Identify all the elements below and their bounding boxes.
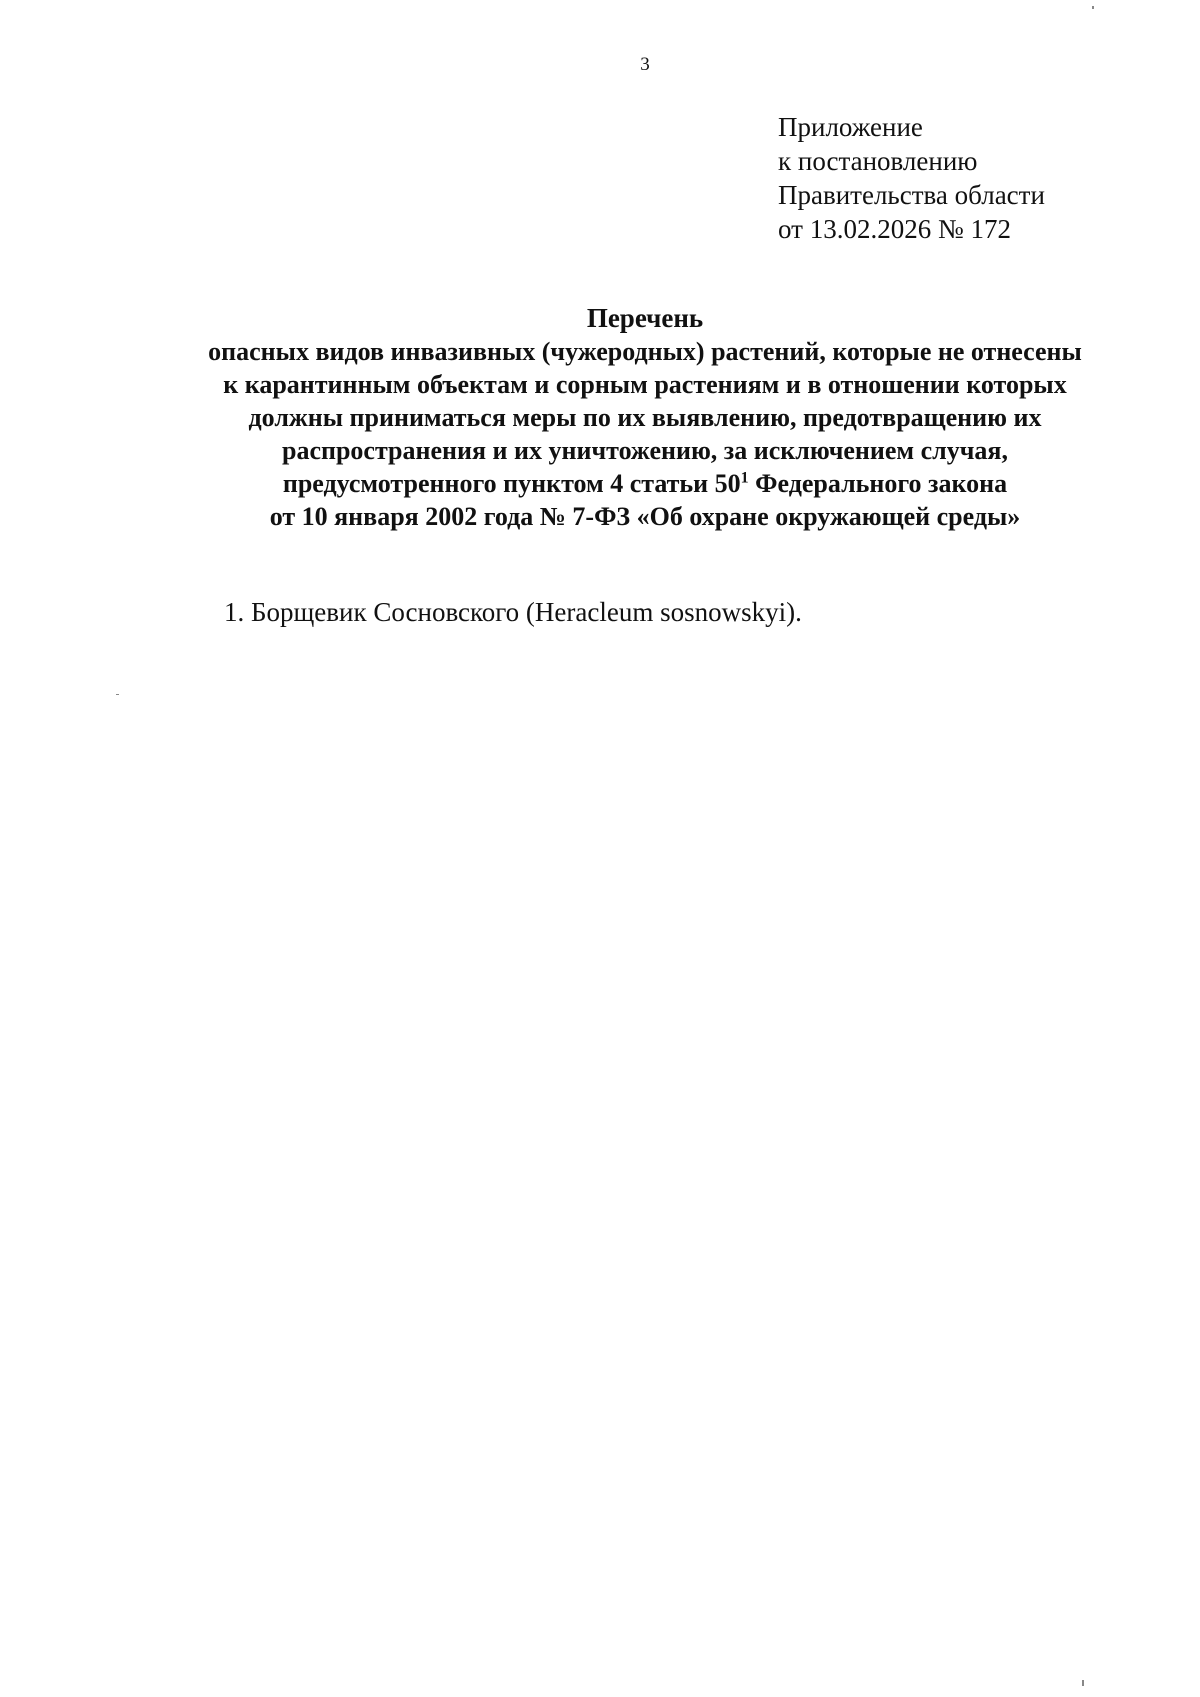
title-line: опасных видов инвазивных (чужеродных) растений, которые не отнесены [208,337,1082,366]
species-list [224,595,802,629]
list-item: 1. Борщевик Сосновского (Heracleum sosnowskyi). [224,597,802,627]
appendix-line: от 13.02.2026 № 172 [778,214,1011,244]
scan-artifact [116,694,119,695]
appendix-line: к постановлению [778,146,978,176]
title-line-text: Федерального закона [748,469,1008,498]
title-line: должны приниматься меры по их выявлению, предотвращению их [248,403,1042,432]
document-title [100,302,1190,533]
appendix-line: Приложение [778,112,923,142]
page-number: 3 [640,54,650,75]
title-line: к карантинным объектам и сорным растениям и в отношении которых [223,370,1067,399]
title-line-text: предусмотренного пунктом 4 статьи 50 [282,469,741,498]
title-line-with-footnote [100,467,1190,500]
scan-artifact [1092,6,1094,9]
appendix-line: Правительства области [778,180,1045,210]
article-superscript: 1 [740,469,749,487]
title-line: от 10 января 2002 года № 7-ФЗ «Об охране окружающей среды» [269,502,1021,531]
title-line: распространения и их уничтожению, за исключением случая, [281,436,1008,465]
scan-artifact [1082,1680,1084,1686]
title-heading: Перечень [586,303,704,333]
appendix-block [778,110,1045,246]
